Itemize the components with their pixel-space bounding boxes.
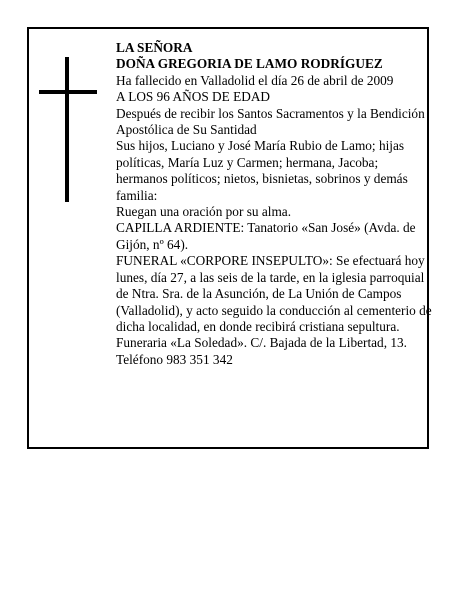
cross-horizontal-bar: [39, 90, 97, 94]
funeral-home-info: Funeraria «La Soledad». C/. Bajada de la Libertad, 13. Teléfono 983 351 342: [116, 335, 407, 367]
chapel-info: CAPILLA ARDIENTE: Tanatorio «San José» (Avda. de Gijón, nº 64).: [116, 220, 416, 252]
funeral-info: FUNERAL «CORPORE INSEPULTO»: Se efectuará hoy lunes, día 27, a las seis de la tarde, en la iglesia parroquial de Ntra. Sra. de la Asunción, de La Unión de Campos (Valladolid), y acto seguido la conducción al cementerio de dicha localidad, en donde recibirá cristiana sepultura.: [116, 253, 432, 334]
cross-vertical-bar: [65, 57, 69, 202]
prayer-request: Ruegan una oración por su alma.: [116, 204, 292, 220]
sacraments-statement: Después de recibir los Santos Sacramentos y la Bendición Apostólica de Su Santidad: [116, 105, 425, 138]
notice-title: LA SEÑORA: [116, 40, 193, 55]
obituary-frame: [27, 27, 432, 449]
cross-icon: [39, 57, 97, 202]
obituary-text: [116, 40, 432, 368]
age-statement: A LOS 96 AÑOS DE EDAD: [116, 89, 271, 105]
family-list: Sus hijos, Luciano y José María Rubio de Lamo; hijas políticas, María Luz y Carmen; hermana, Jacoba; hermanos políticos; nietos, bisnietas, sobrinos y demás familia:: [116, 138, 408, 203]
death-statement: Ha fallecido en Valladolid el día 26 de abril de 2009: [116, 72, 394, 88]
deceased-name: DOÑA GREGORIA DE LAMO RODRÍGUEZ: [116, 56, 383, 72]
